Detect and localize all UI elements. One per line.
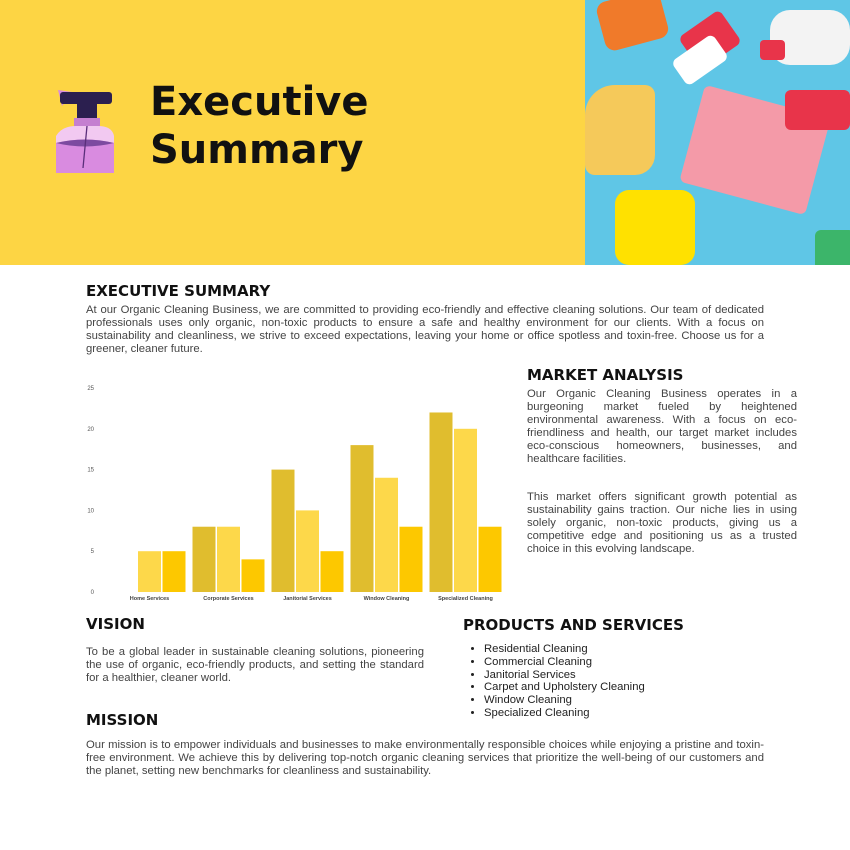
list-item: • Commercial Cleaning <box>484 656 645 669</box>
vision-heading: VISION <box>86 615 145 633</box>
header-banner <box>0 0 585 265</box>
bar-series-1 <box>272 470 295 592</box>
page-title: Executive Summary <box>150 79 369 173</box>
market-analysis-heading: MARKET ANALYSIS <box>527 366 684 384</box>
bar-series-3 <box>479 527 502 592</box>
x-tick-label: Window Cleaning <box>363 596 410 602</box>
cleaning-supplies-photo <box>585 0 850 265</box>
spray-bottle-icon <box>52 88 118 178</box>
products-list <box>468 643 645 720</box>
market-analysis-text-2: This market offers significant growth potential as sustainability gains traction. Our niche lies in using solely organic, non-toxic products, giving us a competitive edge and positioning us as a trusted choice in this evolving landscape. <box>527 491 797 555</box>
services-bar-chart <box>80 380 510 610</box>
bar-series-3 <box>400 527 423 592</box>
bar-series-1 <box>193 527 216 592</box>
bar-series-2 <box>375 478 398 592</box>
list-item: • Specialized Cleaning <box>484 707 645 720</box>
y-tick-label: 20 <box>87 426 94 433</box>
y-tick-label: 15 <box>87 467 94 474</box>
vision-text: To be a global leader in sustainable cleaning solutions, pioneering the use of organic, eco-friendly products, and setting the standard for a healthier, cleaner world. <box>86 646 424 684</box>
y-tick-label: 10 <box>87 508 94 515</box>
x-tick-label: Home Services <box>129 596 170 602</box>
bar-series-1 <box>430 412 453 592</box>
mission-text: Our mission is to empower individuals and businesses to make environmentally responsible choices while enjoying a pristine and toxin-free environment. We achieve this by delivering top-notch organic cleaning services that prioritize the well-being of our customers and the planet, setting new benchmarks for cleanliness and sustainability. <box>86 739 764 777</box>
mission-heading: MISSION <box>86 711 159 729</box>
bar-series-3 <box>163 551 186 592</box>
bar-series-1 <box>351 445 374 592</box>
bar-series-2 <box>454 429 477 592</box>
executive-summary-text: At our Organic Cleaning Business, we are committed to providing eco-friendly and effective cleaning solutions. Our team of dedicated professionals uses only organic, non-toxic products to ensure a safe and healthy environment for our clients. With a focus on sustainability and cleanliness, we strive to exceed expectations, leaving your home or office spotless and toxin-free. Choose us for a greener, cleaner future. <box>86 304 764 355</box>
x-tick-label: Specialized Cleaning <box>438 596 493 602</box>
executive-summary-heading: EXECUTIVE SUMMARY <box>86 282 271 300</box>
products-heading: PRODUCTS AND SERVICES <box>463 616 684 634</box>
x-tick-label: Janitorial Services <box>283 596 332 602</box>
list-item: • Window Cleaning <box>484 694 645 707</box>
y-tick-label: 0 <box>90 590 94 596</box>
bar-series-2 <box>138 551 161 592</box>
x-tick-label: Corporate Services <box>203 596 254 602</box>
y-tick-label: 5 <box>90 549 94 556</box>
market-analysis-text-1: Our Organic Cleaning Business operates in a burgeoning market fueled by heightened environmental awareness. With a focus on eco-friendliness and health, our target market includes eco-conscious homeowners, businesses, and healthcare facilities. <box>527 388 797 465</box>
bar-series-2 <box>217 527 240 592</box>
bar-series-2 <box>296 510 319 592</box>
bar-series-3 <box>242 559 265 592</box>
y-tick-label: 25 <box>87 386 94 392</box>
bar-series-3 <box>321 551 344 592</box>
list-item: • Janitorial Services <box>484 669 645 682</box>
list-item: • Carpet and Upholstery Cleaning <box>484 681 645 694</box>
list-item: • Residential Cleaning <box>484 643 645 656</box>
